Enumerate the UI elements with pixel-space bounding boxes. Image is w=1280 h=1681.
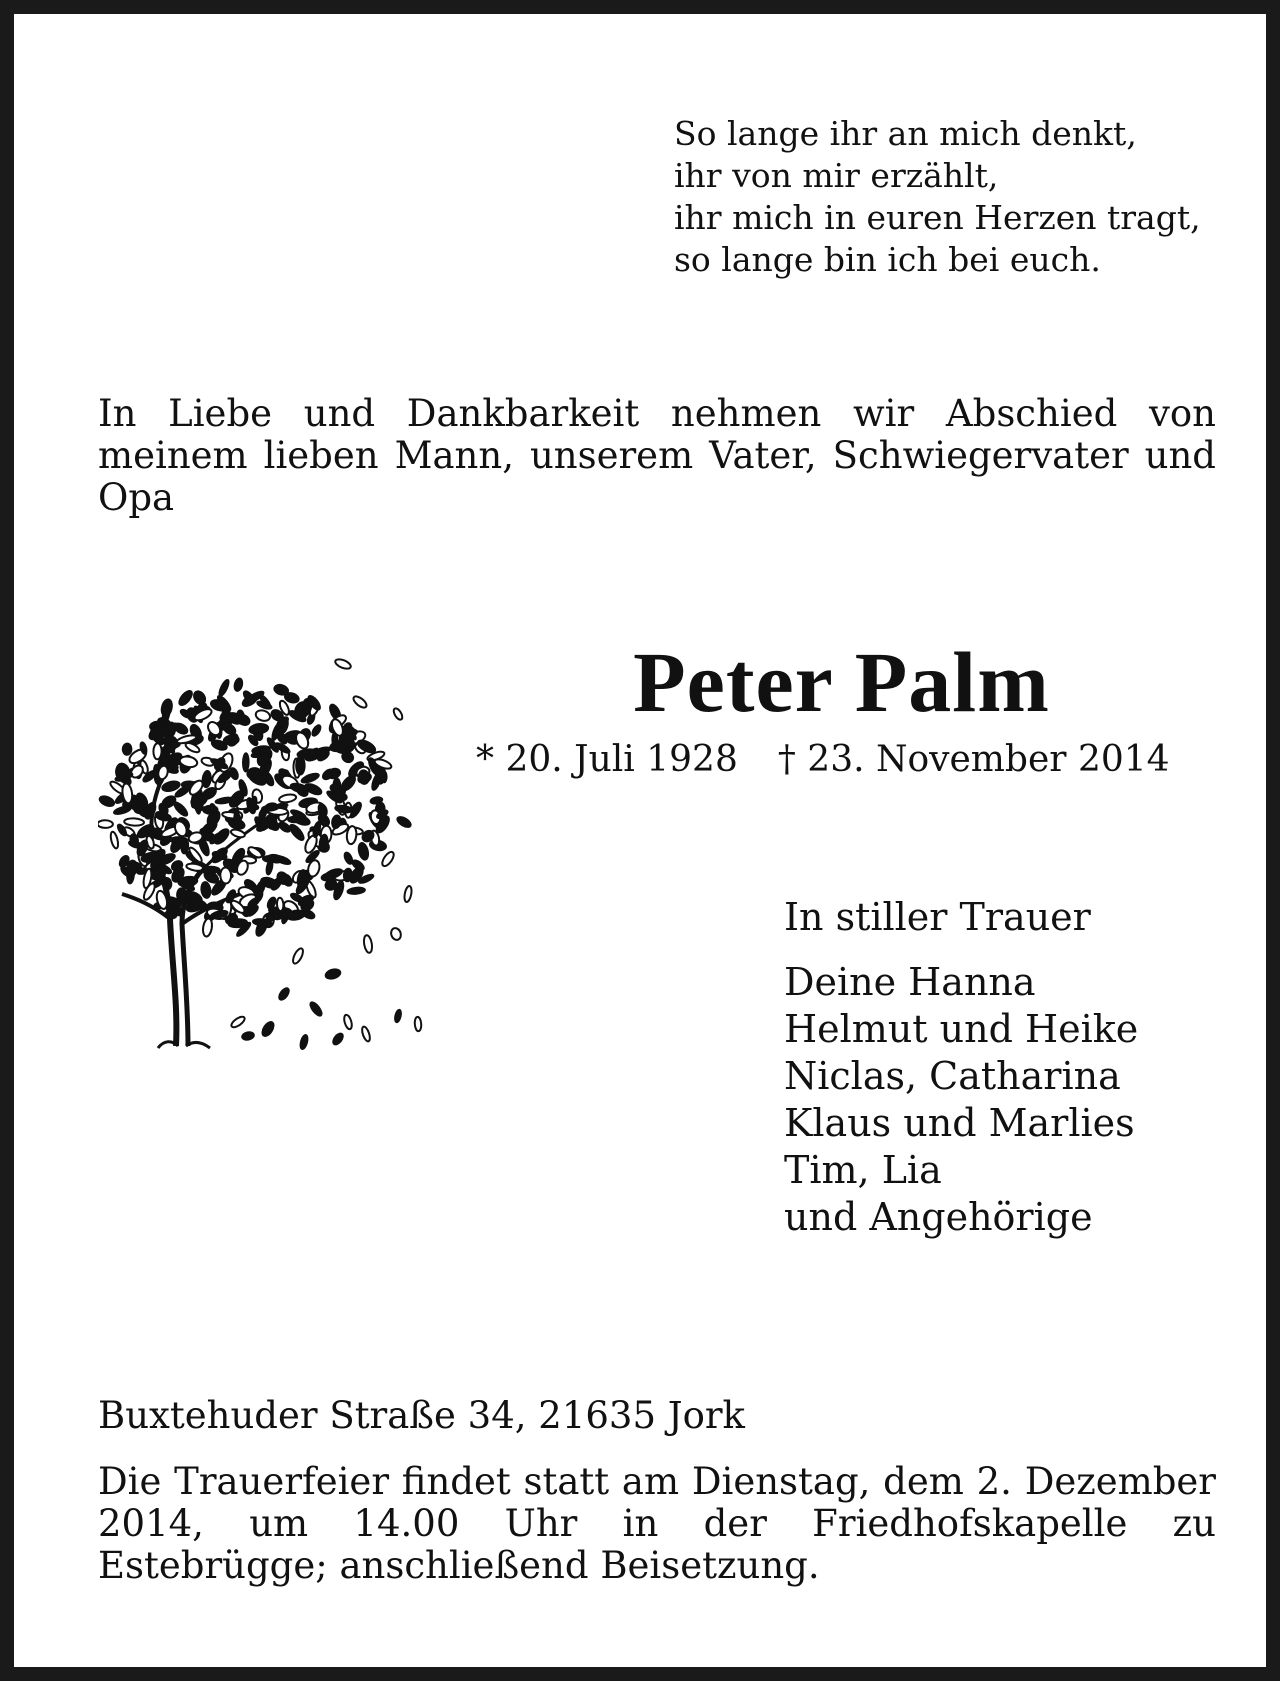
poem-line: So lange ihr an mich denkt, <box>674 114 1137 153</box>
mourner-name: Helmut und Heike <box>784 1007 1139 1051</box>
poem <box>674 113 1201 281</box>
birth-date: * 20. Juli 1928 <box>476 739 738 780</box>
mourning-heading: In stiller Trauer <box>784 895 1091 939</box>
mourner-name: Niclas, Catharina <box>784 1054 1121 1098</box>
family-address: Buxtehuder Straße 34, 21635 Jork <box>98 1394 745 1437</box>
mourner-name: Tim, Lia <box>784 1148 942 1192</box>
mourners-list <box>784 959 1138 1241</box>
life-dates <box>476 738 1170 782</box>
windblown-tree-icon <box>98 644 428 1054</box>
poem-line: so lange bin ich bei euch. <box>674 240 1101 279</box>
intro-text: In Liebe und Dankbarkeit nehmen wir Abschied von meinem lieben Mann, unserem Vater, Schwiegervater und Opa <box>98 392 1216 519</box>
poem-line: ihr mich in euren Herzen tragt, <box>674 198 1201 237</box>
mourner-name: Klaus und Marlies <box>784 1101 1135 1145</box>
mourner-name: Deine Hanna <box>784 960 1036 1004</box>
death-date: † 23. November 2014 <box>777 739 1170 780</box>
mourner-name: und Angehörige <box>784 1195 1093 1239</box>
poem-line: ihr von mir erzählt, <box>674 156 999 195</box>
funeral-details: Die Trauerfeier findet statt am Dienstag, dem 2. Dezember 2014, um 14.00 Uhr in der Friedhofskapelle zu Estebrügge; anschließend Beisetzung. <box>98 1460 1216 1587</box>
deceased-name: Peter Palm <box>633 634 1050 730</box>
